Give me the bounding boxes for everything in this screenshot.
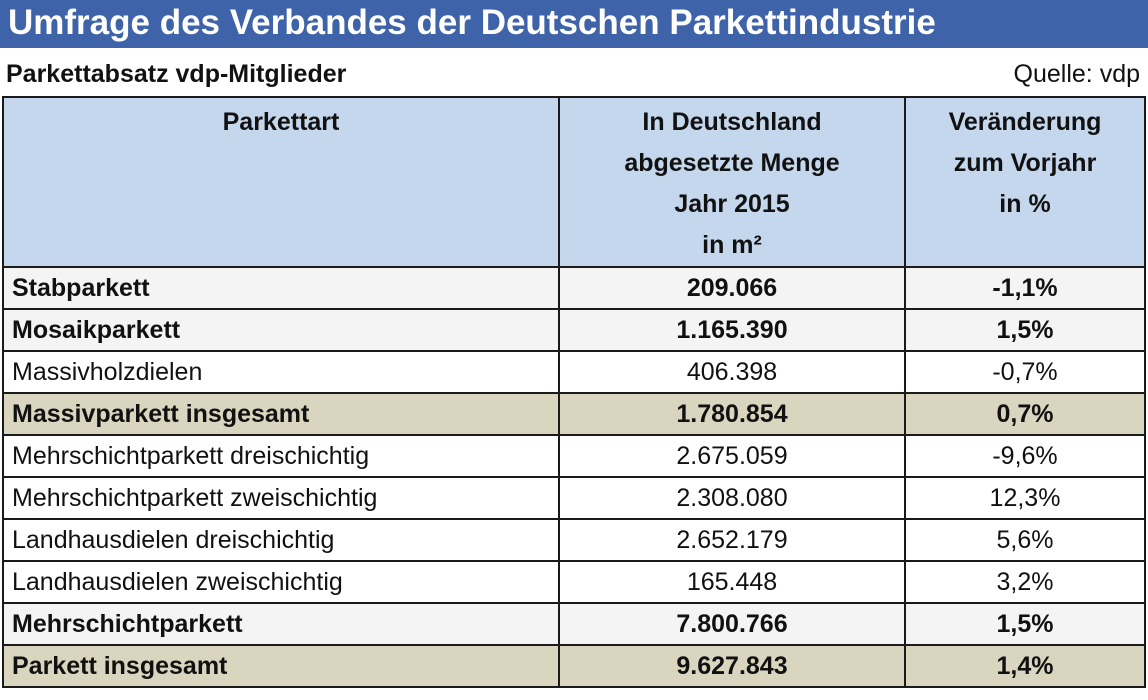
row-name-cell: Mosaikparkett bbox=[3, 309, 559, 351]
row-veraenderung-cell: 12,3% bbox=[905, 477, 1145, 519]
page-title: Umfrage des Verbandes der Deutschen Parkettindustrie bbox=[0, 0, 1148, 48]
table-row bbox=[3, 393, 1145, 435]
row-menge-cell: 406.398 bbox=[559, 351, 905, 393]
table-row bbox=[3, 267, 1145, 309]
row-name-cell: Parkett insgesamt bbox=[3, 645, 559, 687]
column-header-parkettart bbox=[3, 97, 559, 267]
row-veraenderung-cell: 5,6% bbox=[905, 519, 1145, 561]
row-menge-cell: 9.627.843 bbox=[559, 645, 905, 687]
table-body bbox=[3, 267, 1145, 687]
row-name-cell: Massivholzdielen bbox=[3, 351, 559, 393]
table-header-row bbox=[3, 97, 1145, 267]
row-name-cell: Mehrschichtparkett bbox=[3, 603, 559, 645]
table-row bbox=[3, 645, 1145, 687]
column-header-line: Veränderung bbox=[948, 108, 1102, 136]
row-veraenderung-cell: 1,4% bbox=[905, 645, 1145, 687]
row-menge-cell: 165.448 bbox=[559, 561, 905, 603]
row-veraenderung-cell: 1,5% bbox=[905, 309, 1145, 351]
parkett-table bbox=[2, 96, 1146, 688]
row-veraenderung-cell: 3,2% bbox=[905, 561, 1145, 603]
row-name-cell: Massivparkett insgesamt bbox=[3, 393, 559, 435]
row-veraenderung-cell: -1,1% bbox=[905, 267, 1145, 309]
column-header-line: abgesetzte Menge bbox=[624, 149, 840, 177]
row-menge-cell: 2.308.080 bbox=[559, 477, 905, 519]
column-header-line: In Deutschland bbox=[642, 108, 822, 136]
row-menge-cell: 7.800.766 bbox=[559, 603, 905, 645]
row-menge-cell: 2.652.179 bbox=[559, 519, 905, 561]
row-veraenderung-cell: 0,7% bbox=[905, 393, 1145, 435]
row-name-cell: Mehrschichtparkett zweischichtig bbox=[3, 477, 559, 519]
table-row bbox=[3, 309, 1145, 351]
column-header-line: Jahr 2015 bbox=[674, 190, 790, 218]
column-header-veraenderung bbox=[905, 97, 1145, 267]
row-veraenderung-cell: -9,6% bbox=[905, 435, 1145, 477]
row-name-cell: Mehrschichtparkett dreischichtig bbox=[3, 435, 559, 477]
column-header-line: in m² bbox=[702, 231, 762, 259]
table-row bbox=[3, 351, 1145, 393]
row-name-cell: Stabparkett bbox=[3, 267, 559, 309]
table-row bbox=[3, 603, 1145, 645]
table-row bbox=[3, 477, 1145, 519]
row-menge-cell: 2.675.059 bbox=[559, 435, 905, 477]
row-name-cell: Landhausdielen dreischichtig bbox=[3, 519, 559, 561]
table-row bbox=[3, 435, 1145, 477]
row-menge-cell: 1.780.854 bbox=[559, 393, 905, 435]
row-name-cell: Landhausdielen zweischichtig bbox=[3, 561, 559, 603]
column-header-line: in % bbox=[999, 190, 1051, 218]
column-header-menge bbox=[559, 97, 905, 267]
table-subtitle: Parkettabsatz vdp-Mitglieder bbox=[6, 60, 347, 88]
column-header-line: zum Vorjahr bbox=[953, 149, 1097, 177]
row-menge-cell: 209.066 bbox=[559, 267, 905, 309]
row-menge-cell: 1.165.390 bbox=[559, 309, 905, 351]
source-note: Quelle: vdp bbox=[1013, 60, 1140, 88]
table-row bbox=[3, 561, 1145, 603]
column-header-line: Parkettart bbox=[222, 108, 340, 136]
row-veraenderung-cell: -0,7% bbox=[905, 351, 1145, 393]
row-veraenderung-cell: 1,5% bbox=[905, 603, 1145, 645]
table-row bbox=[3, 519, 1145, 561]
